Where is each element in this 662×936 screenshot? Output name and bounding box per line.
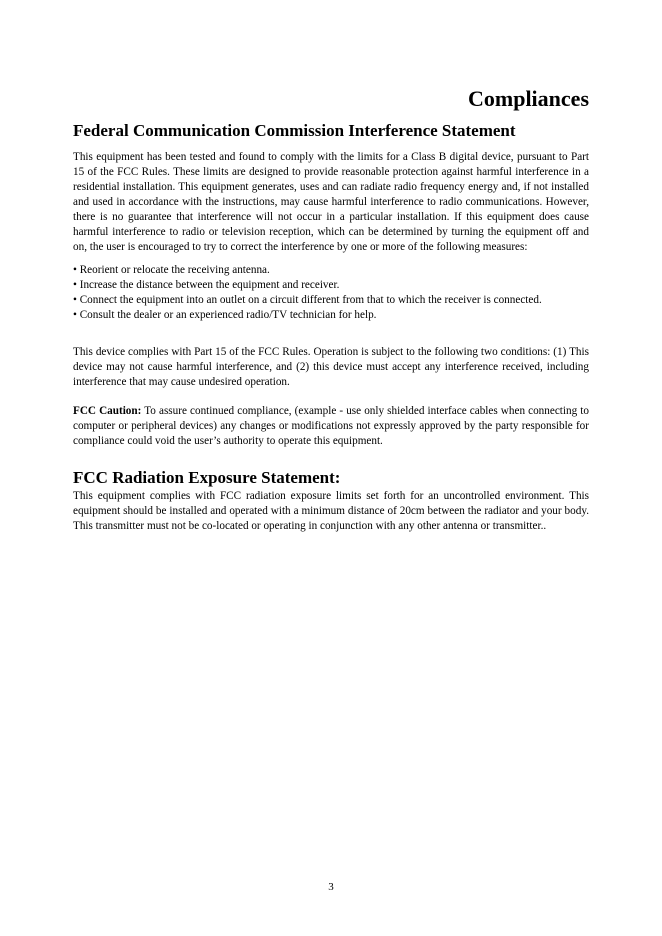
document-page — [73, 84, 589, 534]
page-title: Compliances — [468, 86, 589, 111]
fcc-compliance-paragraph: This device complies with Part 15 of the FCC Rules. Operation is subject to the following two conditions: (1) This device may not cause harmful interference, and (2) this device must accept any interference received, including interference that may cause undesired operation. — [73, 346, 589, 388]
measure-item-reorient: • Reorient or relocate the receiving antenna. — [73, 264, 270, 276]
measure-item-outlet: • Connect the equipment into an outlet on a circuit different from that to which the receiver is connected. — [73, 294, 542, 306]
measures-list — [73, 263, 589, 323]
measure-item-distance: • Increase the distance between the equipment and receiver. — [73, 279, 340, 291]
measure-item-consult: • Consult the dealer or an experienced radio/TV technician for help. — [73, 309, 377, 321]
radiation-heading: FCC Radiation Exposure Statement: — [73, 468, 341, 487]
fcc-caution-text: To assure continued compliance, (example - use only shielded interface cables when connecting to computer or peripheral devices) any changes or modifications not expressly approved by the party responsible for compliance could void the user’s authority to operate this equipment. — [73, 405, 589, 447]
radiation-paragraph: This equipment complies with FCC radiation exposure limits set forth for an uncontrolled environment. This equipment should be installed and operated with a minimum distance of 20cm between the radiator and your body. This transmitter must not be co-located or operating in conjunction with any other antenna or transmitter.. — [73, 490, 589, 532]
page-number: 3 — [328, 881, 334, 893]
fcc-caution-label: FCC Caution: — [73, 405, 142, 417]
fcc-interference-intro: This equipment has been tested and found to comply with the limits for a Class B digital device, pursuant to Part 15 of the FCC Rules. These limits are designed to provide reasonable protection against harmful interference in a residential installation. This equipment generates, uses and can radiate radio frequency energy and, if not installed and used in accordance with the instructions, may cause harmful interference to radio communications. However, there is no guarantee that interference will not occur in a particular installation. If this equipment does cause harmful interference to radio or television reception, which can be determined by turning the equipment off and on, the user is encouraged to try to correct the interference by one or more of the following measures: — [73, 151, 589, 253]
fcc-interference-heading: Federal Communication Commission Interference Statement — [73, 121, 516, 140]
fcc-caution-paragraph — [73, 404, 589, 449]
